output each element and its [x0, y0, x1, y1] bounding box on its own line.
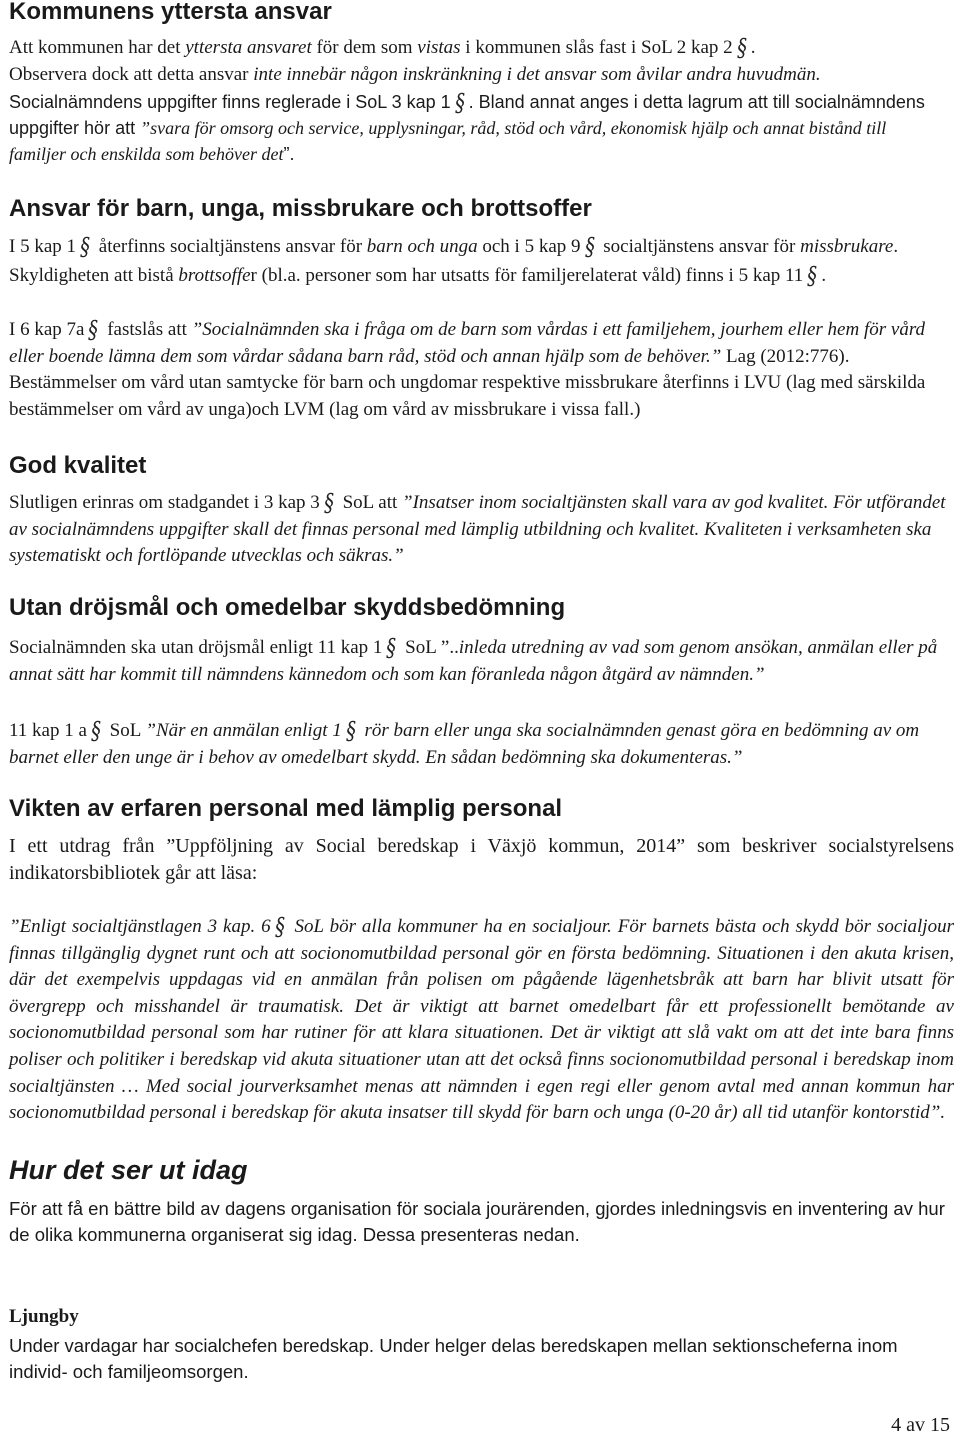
text: r (bl.a. personer som har utsatts för familjerelaterat våld) finns i 5 kap 11	[250, 264, 804, 286]
section-symbol-icon: §	[736, 34, 747, 62]
paragraph-god-kvalitet	[9, 488, 954, 570]
paragraph-familjehem	[9, 315, 954, 370]
text: 11 kap 1 a	[9, 720, 87, 741]
text: SoL	[400, 637, 441, 658]
paragraph-inventering: För att få en bättre bild av dagens organisation för sociala jourärenden, gjordes inledningsvis en inventering av hur de olika kommunerna organiserat sig idag. Dessa presenteras nedan.	[9, 1198, 945, 1245]
text: rör barn eller unga ska socialnämnden genast göra en bedömning av om barnet eller den unge är i behov av omedelbart skydd. En sådan bedömning ska dokumenteras.”	[9, 720, 920, 768]
section-symbol-icon: §	[584, 233, 595, 261]
text: ”..	[440, 637, 459, 658]
text: Observera dock att detta ansvar	[9, 63, 254, 85]
text: .	[821, 264, 827, 286]
section-symbol-icon: §	[807, 261, 818, 290]
text: Lag (2012:776).	[721, 345, 850, 367]
paragraph-lvu-lvm: Bestämmelser om vård utan samtycke för barn och ungdomar respektive missbrukare återfinns i LVU (lag med särskilda bestämmelser om vård av unga)och LVM (lag om vård av missbrukare i vissa fall.)	[9, 372, 926, 420]
section-symbol-icon: §	[80, 233, 90, 261]
paragraph-ljungby: Under vardagar har socialchefen beredskap. Under helger delas beredskapen mellan sektionscheferna inom individ- och familjeomsorgen.	[9, 1335, 898, 1382]
text: ”Enligt socialtjänstlagen 3 kap. 6	[9, 916, 271, 937]
text: barn och unga	[366, 236, 478, 257]
text: socialtjänstens ansvar för	[598, 236, 801, 257]
quote-socialjour	[9, 912, 954, 1127]
text: inte innebär någon inskränkning i det ansvar som åvilar andra huvudmän.	[253, 63, 821, 85]
text: Att kommunen har det	[9, 37, 186, 58]
text: brottsoffe	[178, 264, 251, 286]
text: och i 5 kap 9	[477, 236, 581, 257]
paragraph-uppgifter	[9, 88, 947, 167]
text: Socialnämnden ska utan dröjsmål enligt 11 kap 1	[9, 637, 383, 658]
text: Socialnämndens uppgifter finns reglerade i SoL 3 kap 1	[9, 92, 451, 112]
text: SoL bör alla kommuner ha en socialjour. För barnets bästa och skydd bör socialjour finnas tillgänglig dygnet runt och att socionomutbildad personal gör en första bedömning. Situationen i den akuta krisen, där det exempelvis uppdagas vid en anmälan från polisen om pågående lägenhetsbråk att barn har blivit utsatt för övergrepp och misshandel är traumatisk. Det är viktigt att barnet omedelbart får ett professionellt bemötande av socionomutbildad personal som har rutiner för att klara situationen. Det är viktigt att slå vakt om att det inte bara finns poliser och politiker i beredskap vid akuta situationer utan att det också finns socionomutbildad personal i beredskap inom socialtjänsten … Med social jourverksamhet menas att nämnden i egen regi eller genom avtal med annan kommun har socionomutbildad personal i beredskap för akuta insatser till skydd för barn och unga (0-20 år) all tid utanför kontorstid”.	[9, 916, 954, 1124]
section-symbol-icon: §	[345, 717, 356, 745]
text: ”Socialnämnden ska i fråga om de barn som vårdas i ett familjehem, jourhem eller hem för vård eller boende lämna dem som vårdar sådana barn råd, stöd och annan hjälp som de behöver.”	[9, 319, 926, 367]
text: . Bland annat anges i detta lagrum att till socialnämndens uppgifter hör att	[9, 92, 925, 138]
text: yttersta ansvaret	[185, 37, 312, 58]
section-symbol-icon: §	[386, 634, 397, 662]
heading-ansvar-for-barn: Ansvar för barn, unga, missbrukare och brottsoffer	[9, 195, 592, 222]
paragraph-skyddsbedomning	[9, 716, 954, 771]
text: ”svara för omsorg och service, upplysningar, råd, stöd och vård, ekonomisk hjälp och annat bistånd till familjer och enskilda som behöver det	[9, 118, 887, 164]
paragraph-uppfoljning: I ett utdrag från ”Uppföljning av Social beredskap i Växjö kommun, 2014” som beskriver socialstyrelsens indikatorsbibliotek går att läsa:	[9, 835, 954, 884]
paragraph-utan-drojsmal	[9, 633, 954, 688]
text: fastslås att	[102, 319, 192, 340]
paragraph-ansvar-barn-unga	[9, 232, 954, 289]
text: ”Insatser inom socialtjänsten skall vara av god kvalitet. För utförandet av socialnämndens uppgifter skall det finnas personal med lämplig utbildning och kvalitet. Kvaliteten i verksamheten ska systematiskt och fortlöpande utvecklas och säkras.”	[9, 492, 946, 566]
heading-god-kvalitet: God kvalitet	[9, 452, 147, 479]
heading-vikten-av-erfaren-personal: Vikten av erfaren personal med lämplig personal	[9, 795, 563, 822]
text: ”När en anmälan enligt 1	[145, 720, 342, 741]
section-symbol-icon: §	[454, 89, 465, 117]
text: .	[750, 37, 756, 58]
text: missbrukare	[800, 236, 894, 257]
text: vistas	[417, 37, 461, 58]
heading-hur-det-ser-ut-idag: Hur det ser ut idag	[9, 1155, 248, 1185]
text: I 6 kap 7a	[9, 319, 85, 340]
text: SoL	[104, 720, 146, 741]
text: SoL att	[337, 492, 403, 513]
text: för dem som	[311, 37, 418, 58]
section-symbol-icon: §	[324, 489, 334, 517]
section-symbol-icon: §	[88, 316, 99, 344]
text: inleda utredning av vad som genom ansökan, anmälan eller på annat sätt har kommit till nämndens kännedom och som kan föranleda någon åtgärd av nämnden.”	[9, 637, 938, 685]
paragraph-yttersta-ansvar	[9, 33, 954, 88]
text: i kommunen slås fast i SoL 2 kap 2	[460, 37, 733, 58]
heading-utan-drojsmal: Utan dröjsmål och omedelbar skyddsbedömning	[9, 594, 566, 621]
section-symbol-icon: §	[274, 913, 285, 941]
text: Slutligen erinras om stadgandet i 3 kap 3	[9, 492, 320, 513]
text: ”.	[283, 144, 295, 164]
text: återfinns socialtjänstens ansvar för	[94, 236, 367, 257]
heading-kommunens-yttersta-ansvar: Kommunens yttersta ansvar	[9, 0, 332, 25]
page-number: 4 av 15	[891, 1414, 950, 1436]
section-symbol-icon: §	[91, 717, 101, 745]
subheading-ljungby: Ljungby	[9, 1306, 79, 1327]
text: . Skyldigheten att bistå	[9, 236, 899, 286]
text: I 5 kap 1	[9, 236, 77, 257]
